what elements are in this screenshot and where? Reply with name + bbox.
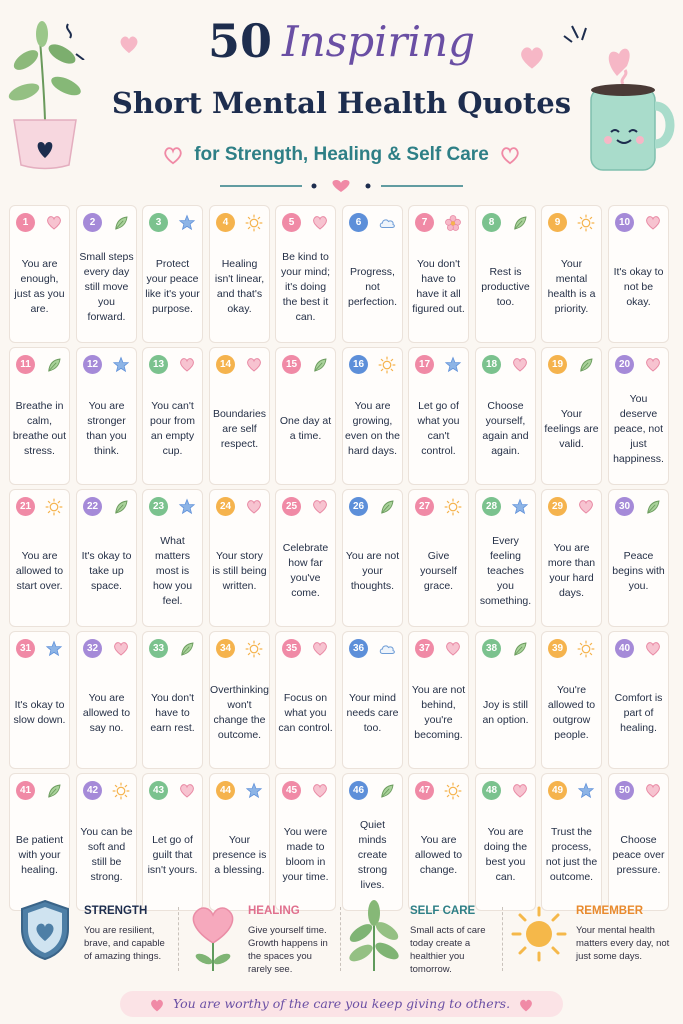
quote-text: It's okay to not be okay. — [613, 265, 664, 308]
quote-text: What matters most is how you feel. — [152, 534, 193, 607]
self-care-section — [348, 893, 498, 985]
quote-card — [342, 631, 403, 769]
quote-number-badge: 29 — [548, 497, 567, 516]
quote-text: You are stronger than you think. — [86, 400, 127, 457]
quote-number-badge: 17 — [415, 355, 434, 374]
quote-number-badge: 13 — [149, 355, 168, 374]
sun-icon — [444, 498, 462, 516]
strength-section — [18, 893, 178, 985]
healing-heading: HEALING — [248, 905, 300, 917]
leaf-icon — [311, 356, 329, 374]
quote-text: Boundaries are self respect. — [212, 407, 267, 450]
heart-icon — [644, 782, 662, 800]
quote-text: Quiet minds create strong lives. — [357, 818, 388, 891]
quote-card — [209, 773, 270, 911]
quote-number-badge: 26 — [349, 497, 368, 516]
self-care-text: Small acts of care today create a healthier you tomorrow. — [410, 925, 486, 975]
heart-icon — [518, 998, 534, 1012]
star-icon — [444, 356, 462, 374]
quote-text: You are enough, just as you are. — [14, 258, 65, 315]
leaf-icon — [644, 498, 662, 516]
quote-text: You are allowed to start over. — [15, 549, 64, 592]
quote-number-badge: 43 — [149, 781, 168, 800]
quote-text: You are more than your hard days. — [547, 542, 596, 599]
quote-number-badge: 34 — [216, 639, 235, 658]
quote-number-badge: 4 — [216, 213, 235, 232]
sun-icon — [245, 640, 263, 658]
quote-text: You were made to bloom in your time. — [282, 826, 329, 883]
quote-card — [541, 773, 602, 911]
quote-number-badge: 49 — [548, 781, 567, 800]
quote-number-badge: 46 — [349, 781, 368, 800]
quote-number-badge: 35 — [282, 639, 301, 658]
quote-card — [342, 347, 403, 485]
quote-number-badge: 32 — [83, 639, 102, 658]
self-care-heading: SELF CARE — [410, 905, 476, 917]
quote-card — [408, 205, 469, 343]
subtitle-text: for Strength, Healing & Self Care — [194, 144, 489, 165]
leaf-icon — [511, 214, 529, 232]
leaf-icon — [45, 356, 63, 374]
quote-text: Joy is still an option. — [482, 699, 529, 726]
quote-card — [475, 347, 536, 485]
quote-card — [275, 347, 336, 485]
leaf-icon — [378, 782, 396, 800]
quote-number-badge: 6 — [349, 213, 368, 232]
healing-text: Give yourself time. Growth happens in the spaces you rarely see. — [248, 925, 328, 975]
star-icon — [511, 498, 529, 516]
page-subtitle — [0, 144, 683, 166]
quote-text: Your mind needs care too. — [346, 691, 399, 734]
quote-card — [475, 631, 536, 769]
quote-number-badge: 47 — [415, 781, 434, 800]
quote-card — [76, 347, 137, 485]
heart-icon — [644, 640, 662, 658]
quote-number-badge: 25 — [282, 497, 301, 516]
heart-icon — [149, 998, 165, 1012]
heart-flower-icon — [188, 899, 238, 973]
quote-card — [9, 347, 70, 485]
quote-number-badge: 37 — [415, 639, 434, 658]
quote-card — [209, 489, 270, 627]
quote-text: You can't pour from an empty cup. — [150, 400, 195, 457]
star-icon — [178, 498, 196, 516]
star-icon — [178, 214, 196, 232]
quote-number-badge: 15 — [282, 355, 301, 374]
quote-card — [9, 489, 70, 627]
remember-section — [510, 893, 680, 985]
quote-card — [342, 773, 403, 911]
quote-text: You can be soft and still be strong. — [80, 826, 133, 883]
quote-text: You deserve peace, not just happiness. — [613, 392, 664, 465]
heart-icon — [245, 498, 263, 516]
quote-card — [475, 205, 536, 343]
quote-card — [76, 631, 137, 769]
quote-card — [408, 347, 469, 485]
quote-card — [541, 631, 602, 769]
heart-icon — [644, 214, 662, 232]
quote-card — [475, 489, 536, 627]
quote-number-badge: 22 — [83, 497, 102, 516]
quote-number-badge: 45 — [282, 781, 301, 800]
leaves-icon — [348, 899, 400, 973]
quote-card — [142, 773, 203, 911]
sun-icon — [510, 905, 568, 963]
quote-number-badge: 44 — [216, 781, 235, 800]
quote-card — [275, 489, 336, 627]
bottom-info-row — [0, 893, 683, 985]
leaf-icon — [112, 214, 130, 232]
quote-number-badge: 50 — [615, 781, 634, 800]
quote-number-badge: 41 — [16, 781, 35, 800]
heart-icon — [311, 640, 329, 658]
quote-number-badge: 12 — [83, 355, 102, 374]
heart-icon — [112, 640, 130, 658]
quote-text: Healing isn't linear, and that's okay. — [214, 258, 265, 315]
quote-text: Let go of what you can't control. — [417, 400, 460, 457]
quote-text: Breathe in calm, breathe out stress. — [12, 400, 67, 457]
heart-icon — [444, 640, 462, 658]
quote-number-badge: 28 — [482, 497, 501, 516]
quote-card — [76, 773, 137, 911]
cloud-icon — [378, 214, 396, 232]
quote-card — [142, 205, 203, 343]
quote-card — [342, 489, 403, 627]
quote-text: It's okay to take up space. — [81, 549, 132, 592]
quote-text: Peace begins with you. — [612, 549, 665, 592]
quote-number-badge: 20 — [615, 355, 634, 374]
quote-number-badge: 40 — [615, 639, 634, 658]
quote-card — [209, 631, 270, 769]
page-title-line-1 — [0, 14, 683, 68]
quote-card — [541, 347, 602, 485]
quote-text: Celebrate how far you've come. — [282, 542, 329, 599]
heart-outline-icon — [162, 145, 184, 165]
quote-card — [142, 347, 203, 485]
quote-number-badge: 21 — [16, 497, 35, 516]
quote-text: Be kind to your mind; it's doing the best it can. — [280, 250, 331, 323]
title-word: Inspiring — [282, 16, 475, 66]
flower-icon — [444, 214, 462, 232]
quote-card — [142, 489, 203, 627]
leaf-icon — [378, 498, 396, 516]
strength-text: You are resilient, brave, and capable of amazing things. — [84, 925, 165, 962]
star-icon — [112, 356, 130, 374]
quote-text: One day at a time. — [279, 415, 332, 442]
quote-text: Let go of guilt that isn't yours. — [147, 833, 198, 876]
quote-card — [142, 631, 203, 769]
quote-number-badge: 1 — [16, 213, 35, 232]
heart-icon — [178, 356, 196, 374]
quote-text: It's okay to slow down. — [13, 699, 66, 726]
quote-card — [408, 631, 469, 769]
quote-text: Your feelings are valid. — [544, 407, 599, 450]
quote-card — [608, 347, 669, 485]
divider — [502, 907, 503, 971]
quote-number-badge: 18 — [482, 355, 501, 374]
quote-card — [541, 489, 602, 627]
quote-card — [608, 631, 669, 769]
remember-heading: REMEMBER — [576, 905, 644, 917]
quote-number-badge: 3 — [149, 213, 168, 232]
heart-icon — [45, 214, 63, 232]
heart-icon — [644, 356, 662, 374]
title-divider — [220, 180, 463, 192]
quote-text: You are growing, even on the hard days. — [345, 400, 400, 457]
quote-card — [541, 205, 602, 343]
quote-card — [76, 489, 137, 627]
quote-number-badge: 42 — [83, 781, 102, 800]
sun-icon — [577, 640, 595, 658]
divider — [178, 907, 179, 971]
quote-card — [209, 347, 270, 485]
sun-icon — [112, 782, 130, 800]
quote-text: You are doing the best you can. — [483, 826, 528, 883]
quote-card — [209, 205, 270, 343]
quote-text: Your story is still being written. — [212, 549, 267, 592]
quote-number-badge: 10 — [615, 213, 634, 232]
quote-text: Your presence is a blessing. — [212, 833, 267, 876]
quote-card — [608, 773, 669, 911]
quote-number-badge: 30 — [615, 497, 634, 516]
quote-number-badge: 2 — [83, 213, 102, 232]
quote-card — [275, 205, 336, 343]
heart-icon — [511, 356, 529, 374]
leaf-icon — [511, 640, 529, 658]
quote-card — [275, 773, 336, 911]
quote-text: Rest is productive too. — [481, 265, 530, 308]
heart-icon — [311, 498, 329, 516]
quote-card — [9, 773, 70, 911]
quote-number-badge: 31 — [16, 639, 35, 658]
sun-icon — [378, 356, 396, 374]
quote-text: You are allowed to change. — [414, 833, 463, 876]
quote-number-badge: 36 — [349, 639, 368, 658]
quote-text: You're allowed to outgrow people. — [547, 684, 596, 741]
quote-text: Protect your peace like it's your purpose. — [145, 258, 200, 315]
healing-section — [188, 893, 338, 985]
quote-text: Choose yourself, again and again. — [482, 400, 529, 457]
quote-number-badge: 14 — [216, 355, 235, 374]
sun-icon — [45, 498, 63, 516]
quote-card — [342, 205, 403, 343]
quote-text: Overthinking won't change the outcome. — [210, 684, 269, 741]
quote-card — [608, 489, 669, 627]
footer-text: You are worthy of the care you keep giving to others. — [172, 996, 511, 1011]
divider — [340, 907, 341, 971]
page-title: Short Mental Health Quotes — [111, 86, 572, 120]
quote-text: You don't have to earn rest. — [150, 691, 195, 734]
remember-text: Your mental health matters every day, not just some days. — [576, 925, 670, 962]
leaf-icon — [112, 498, 130, 516]
quote-card — [408, 489, 469, 627]
quote-number-badge: 23 — [149, 497, 168, 516]
quote-text: You don't have to have it all figured out. — [412, 258, 465, 315]
star-icon — [245, 782, 263, 800]
title-number: 50 — [208, 14, 273, 68]
quote-text: You are not your thoughts. — [345, 549, 400, 592]
quote-number-badge: 11 — [16, 355, 35, 374]
quote-number-badge: 5 — [282, 213, 301, 232]
footer-banner — [120, 991, 563, 1017]
quote-card — [608, 205, 669, 343]
quote-number-badge: 48 — [482, 781, 501, 800]
quote-text: Give yourself grace. — [420, 549, 457, 592]
quote-text: Comfort is part of healing. — [614, 691, 663, 734]
quote-text: Trust the process, not just the outcome. — [545, 826, 598, 883]
quote-card — [76, 205, 137, 343]
heart-icon — [311, 782, 329, 800]
quote-number-badge: 9 — [548, 213, 567, 232]
quote-card — [9, 205, 70, 343]
heart-icon — [245, 356, 263, 374]
quote-card — [475, 773, 536, 911]
quote-text: You are allowed to say no. — [82, 691, 131, 734]
heart-icon — [577, 498, 595, 516]
quote-text: Choose peace over pressure. — [612, 833, 665, 876]
quote-text: You are not behind, you're becoming. — [411, 684, 466, 741]
quote-number-badge: 19 — [548, 355, 567, 374]
star-icon — [45, 640, 63, 658]
cloud-icon — [378, 640, 396, 658]
quote-text: Focus on what you can control. — [278, 691, 333, 734]
quote-number-badge: 38 — [482, 639, 501, 658]
leaf-icon — [178, 640, 196, 658]
quote-number-badge: 16 — [349, 355, 368, 374]
sun-icon — [245, 214, 263, 232]
quote-card — [408, 773, 469, 911]
quote-text: Be patient with your healing. — [15, 833, 64, 876]
quote-text: Your mental health is a priority. — [547, 258, 596, 315]
quote-text: Progress, not perfection. — [347, 265, 398, 308]
star-icon — [577, 782, 595, 800]
heart-icon — [178, 782, 196, 800]
sun-icon — [577, 214, 595, 232]
quote-number-badge: 33 — [149, 639, 168, 658]
heart-icon — [511, 782, 529, 800]
quote-number-badge: 8 — [482, 213, 501, 232]
quote-number-badge: 39 — [548, 639, 567, 658]
strength-heading: STRENGTH — [84, 905, 148, 917]
leaf-icon — [45, 782, 63, 800]
sun-icon — [444, 782, 462, 800]
quote-card — [9, 631, 70, 769]
quote-number-badge: 27 — [415, 497, 434, 516]
quote-text: Every feeling teaches you something. — [479, 534, 532, 607]
quote-number-badge: 24 — [216, 497, 235, 516]
heart-outline-icon — [499, 145, 521, 165]
quote-number-badge: 7 — [415, 213, 434, 232]
quote-card — [275, 631, 336, 769]
quote-text: Small steps every day still move you forward. — [79, 250, 134, 323]
shield-heart-icon — [18, 899, 72, 961]
heart-icon — [311, 214, 329, 232]
leaf-icon — [577, 356, 595, 374]
